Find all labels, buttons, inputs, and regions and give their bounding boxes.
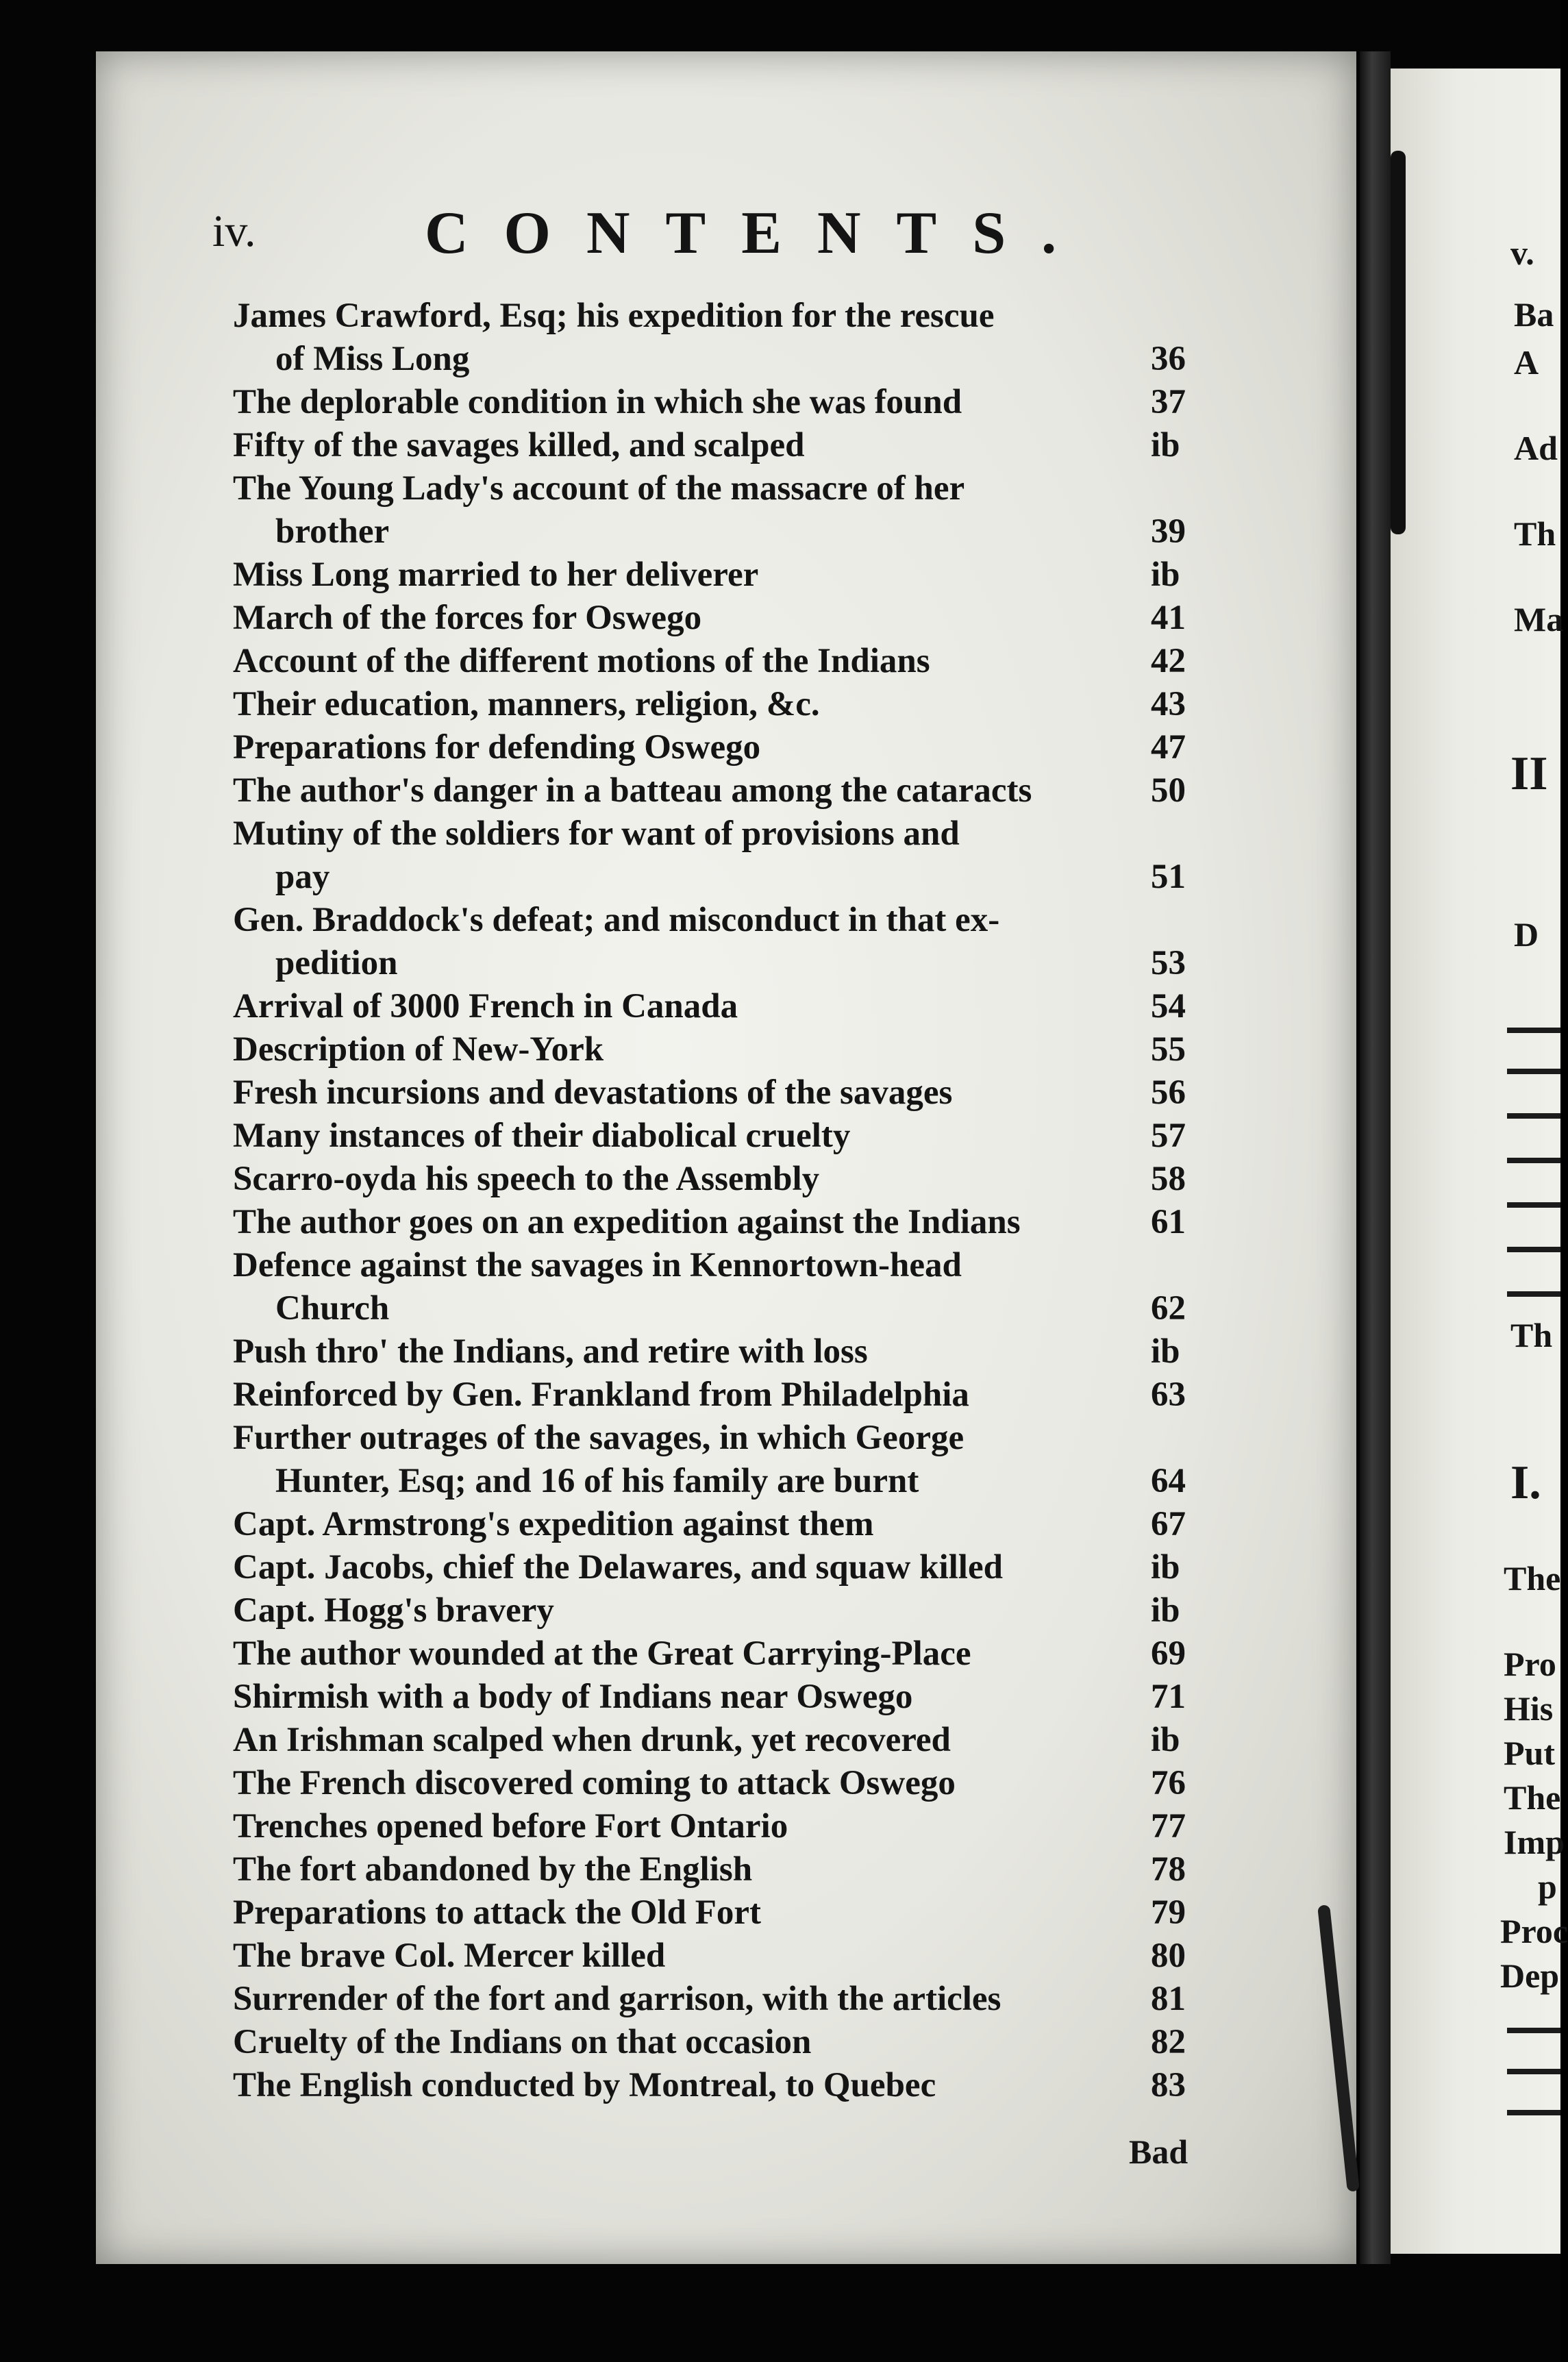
- contents-entry: [233, 1330, 1212, 1373]
- entry-page-number: 42: [1151, 642, 1186, 680]
- right-fragment: A: [1514, 343, 1539, 382]
- right-fragment: II: [1510, 747, 1548, 800]
- right-fragment: His: [1504, 1689, 1554, 1728]
- entry-title-continued: pedition: [275, 944, 398, 982]
- contents-entry: [233, 1676, 1212, 1719]
- entry-page-number: 78: [1151, 1850, 1186, 1889]
- entry-page-number: 83: [1151, 2066, 1186, 2104]
- contents-entry: [233, 1071, 1212, 1115]
- entry-title: Defence against the savages in Kennortown-head: [233, 1246, 962, 1284]
- entry-page-number: 56: [1151, 1073, 1186, 1112]
- entry-page-number: 76: [1151, 1764, 1186, 1802]
- entry-page-number: ib: [1151, 1548, 1180, 1587]
- right-rule: [1507, 1069, 1560, 1074]
- entry-page-number: 69: [1151, 1634, 1186, 1673]
- entry-title: Shirmish with a body of Indians near Oswego: [233, 1678, 913, 1716]
- right-rule: [1507, 1158, 1560, 1163]
- entry-page-number: 54: [1151, 987, 1186, 1025]
- catchword: Bad: [1129, 2133, 1189, 2171]
- entry-page-number: 37: [1151, 383, 1186, 421]
- entry-title: Further outrages of the savages, in which George: [233, 1419, 965, 1457]
- entry-title: Mutiny of the soldiers for want of provisions and: [233, 815, 960, 853]
- entry-title-continued: Church: [275, 1289, 390, 1328]
- contents-entry: [233, 1589, 1212, 1632]
- contents-entry: [233, 381, 1212, 424]
- right-fragment: Put: [1504, 1734, 1555, 1772]
- right-rule: [1507, 1028, 1560, 1033]
- right-fragment: I.: [1510, 1456, 1541, 1509]
- entry-title: March of the forces for Oswego: [233, 599, 702, 637]
- entry-page-number: ib: [1151, 1591, 1180, 1630]
- page-header: [212, 199, 1117, 274]
- book-gutter: [1360, 51, 1391, 2264]
- entry-title-continued: brother: [275, 512, 390, 551]
- contents-entry: [233, 1028, 1212, 1071]
- entry-title: The English conducted by Montreal, to Quebec: [233, 2066, 936, 2104]
- entry-page-number: 81: [1151, 1980, 1186, 2018]
- entry-page-number: ib: [1151, 1721, 1180, 1759]
- entry-page-number: 80: [1151, 1937, 1186, 1975]
- entry-title: Fresh incursions and devastations of the savages: [233, 1073, 953, 1112]
- entry-page-number: 62: [1151, 1289, 1186, 1328]
- entry-page-number: 51: [1151, 858, 1186, 896]
- right-page-number: v.: [1510, 234, 1534, 272]
- right-fragment: The: [1504, 1778, 1561, 1817]
- contents-entry: [233, 1373, 1212, 1417]
- entry-title: Arrival of 3000 French in Canada: [233, 987, 738, 1025]
- contents-entry: [233, 985, 1212, 1028]
- entry-title: Capt. Jacobs, chief the Delawares, and squaw killed: [233, 1548, 1003, 1587]
- entry-title: Push thro' the Indians, and retire with loss: [233, 1332, 868, 1371]
- right-fragment: Proc: [1500, 1912, 1568, 1950]
- entry-title: The author's danger in a batteau among the cataracts: [233, 771, 1032, 810]
- entry-title: Fifty of the savages killed, and scalped: [233, 426, 805, 464]
- entry-title: The deplorable condition in which she was found: [233, 383, 962, 421]
- entry-title: The Young Lady's account of the massacre of her: [233, 469, 965, 508]
- entry-title: Surrender of the fort and garrison, with the articles: [233, 1980, 1001, 2018]
- entry-title-continued: pay: [275, 858, 330, 896]
- right-fragment: Th: [1510, 1316, 1553, 1354]
- right-fragment: D: [1514, 915, 1539, 954]
- right-fragment: Pro: [1504, 1645, 1556, 1683]
- contents-entry: [233, 554, 1212, 597]
- contents-entry: [233, 1503, 1212, 1546]
- entry-title: James Crawford, Esq; his expedition for the rescue: [233, 297, 995, 335]
- entry-page-number: 47: [1151, 728, 1186, 767]
- contents-entry: [233, 726, 1212, 769]
- contents-entry: [233, 1848, 1212, 1891]
- contents-entry: [233, 1719, 1212, 1762]
- page-number: iv.: [212, 206, 256, 256]
- contents-entry: [233, 295, 1212, 381]
- right-fragment: Dep: [1500, 1956, 1560, 1995]
- right-fragment: Imp: [1504, 1823, 1565, 1861]
- entry-title: Trenches opened before Fort Ontario: [233, 1807, 788, 1845]
- right-rule: [1507, 1113, 1560, 1119]
- contents-entry: [233, 424, 1212, 467]
- entry-page-number: 55: [1151, 1030, 1186, 1069]
- entry-page-number: 64: [1151, 1462, 1186, 1500]
- right-rule: [1507, 1202, 1560, 1208]
- contents-entry: [233, 2021, 1212, 2064]
- entry-page-number: 36: [1151, 340, 1186, 378]
- entry-page-number: ib: [1151, 1332, 1180, 1371]
- entry-title: The brave Col. Mercer killed: [233, 1937, 666, 1975]
- entry-page-number: 63: [1151, 1376, 1186, 1414]
- entry-title: The author goes on an expedition against the Indians: [233, 1203, 1021, 1241]
- entry-page-number: ib: [1151, 556, 1180, 594]
- entry-page-number: 50: [1151, 771, 1186, 810]
- right-fragment: Ba: [1514, 295, 1554, 334]
- entry-title-continued: Hunter, Esq; and 16 of his family are burnt: [275, 1462, 919, 1500]
- contents-entry: [233, 1805, 1212, 1848]
- right-rule: [1507, 1247, 1560, 1252]
- contents-entry: [233, 1978, 1212, 2021]
- contents-entry: [233, 1762, 1212, 1805]
- entry-title: Their education, manners, religion, &c.: [233, 685, 820, 723]
- right-rule: [1507, 2110, 1560, 2115]
- entry-page-number: ib: [1151, 426, 1180, 464]
- entry-title: Preparations for defending Oswego: [233, 728, 761, 767]
- entry-title: The French discovered coming to attack Oswego: [233, 1764, 956, 1802]
- contents-entry: [233, 1891, 1212, 1935]
- entry-title: The fort abandoned by the English: [233, 1850, 753, 1889]
- contents-entry: [233, 899, 1212, 985]
- entry-page-number: 39: [1151, 512, 1186, 551]
- entry-page-number: 67: [1151, 1505, 1186, 1543]
- right-fragment: Ma: [1514, 600, 1564, 638]
- entry-page-number: 53: [1151, 944, 1186, 982]
- entry-title: Gen. Braddock's defeat; and misconduct in that ex-: [233, 901, 1000, 939]
- contents-entry: [233, 467, 1212, 554]
- right-fragment: p: [1538, 1867, 1557, 1906]
- entry-title: The author wounded at the Great Carrying-Place: [233, 1634, 971, 1673]
- entry-page-number: 77: [1151, 1807, 1186, 1845]
- binding-shadow: [1391, 151, 1406, 534]
- right-fragment: Th: [1514, 514, 1556, 553]
- right-rule: [1507, 2069, 1560, 2074]
- contents-entry: [233, 812, 1212, 899]
- right-rule: [1507, 1291, 1560, 1297]
- contents-entry: [233, 769, 1212, 812]
- contents-entry: [233, 1201, 1212, 1244]
- contents-entry: [233, 1546, 1212, 1589]
- contents-entry: [233, 1417, 1212, 1503]
- contents-entry: [233, 1632, 1212, 1676]
- entry-title: Description of New-York: [233, 1030, 604, 1069]
- entry-page-number: 71: [1151, 1678, 1186, 1716]
- entry-title: Cruelty of the Indians on that occasion: [233, 2023, 812, 2061]
- contents-entry: [233, 597, 1212, 640]
- entry-title: Capt. Armstrong's expedition against them: [233, 1505, 874, 1543]
- entry-title: Account of the different motions of the Indians: [233, 642, 930, 680]
- contents-entry: [233, 640, 1212, 683]
- entry-title: Capt. Hogg's bravery: [233, 1591, 554, 1630]
- entry-page-number: 43: [1151, 685, 1186, 723]
- entry-page-number: 41: [1151, 599, 1186, 637]
- right-rule: [1507, 2028, 1560, 2033]
- entry-page-number: 58: [1151, 1160, 1186, 1198]
- entry-title: Preparations to attack the Old Fort: [233, 1893, 762, 1932]
- contents-entry: [233, 1244, 1212, 1330]
- entry-title: Reinforced by Gen. Frankland from Philadelphia: [233, 1376, 969, 1414]
- contents-list: [233, 295, 1212, 2107]
- entry-title: Miss Long married to her deliverer: [233, 556, 759, 594]
- contents-entry: [233, 2064, 1212, 2107]
- contents-entry: [233, 1115, 1212, 1158]
- contents-entry: [233, 1158, 1212, 1201]
- right-fragment: The: [1504, 1559, 1561, 1598]
- entry-title: Scarro-oyda his speech to the Assembly: [233, 1160, 820, 1198]
- entry-page-number: 61: [1151, 1203, 1186, 1241]
- contents-entry: [233, 683, 1212, 726]
- entry-page-number: 79: [1151, 1893, 1186, 1932]
- entry-title: Many instances of their diabolical cruelty: [233, 1117, 851, 1155]
- contents-entry: [233, 1935, 1212, 1978]
- right-fragment: Ad: [1514, 429, 1558, 467]
- entry-title: An Irishman scalped when drunk, yet recovered: [233, 1721, 951, 1759]
- page-title: CONTENTS.: [425, 200, 1093, 266]
- entry-page-number: 57: [1151, 1117, 1186, 1155]
- entry-title-continued: of Miss Long: [275, 340, 470, 378]
- entry-page-number: 82: [1151, 2023, 1186, 2061]
